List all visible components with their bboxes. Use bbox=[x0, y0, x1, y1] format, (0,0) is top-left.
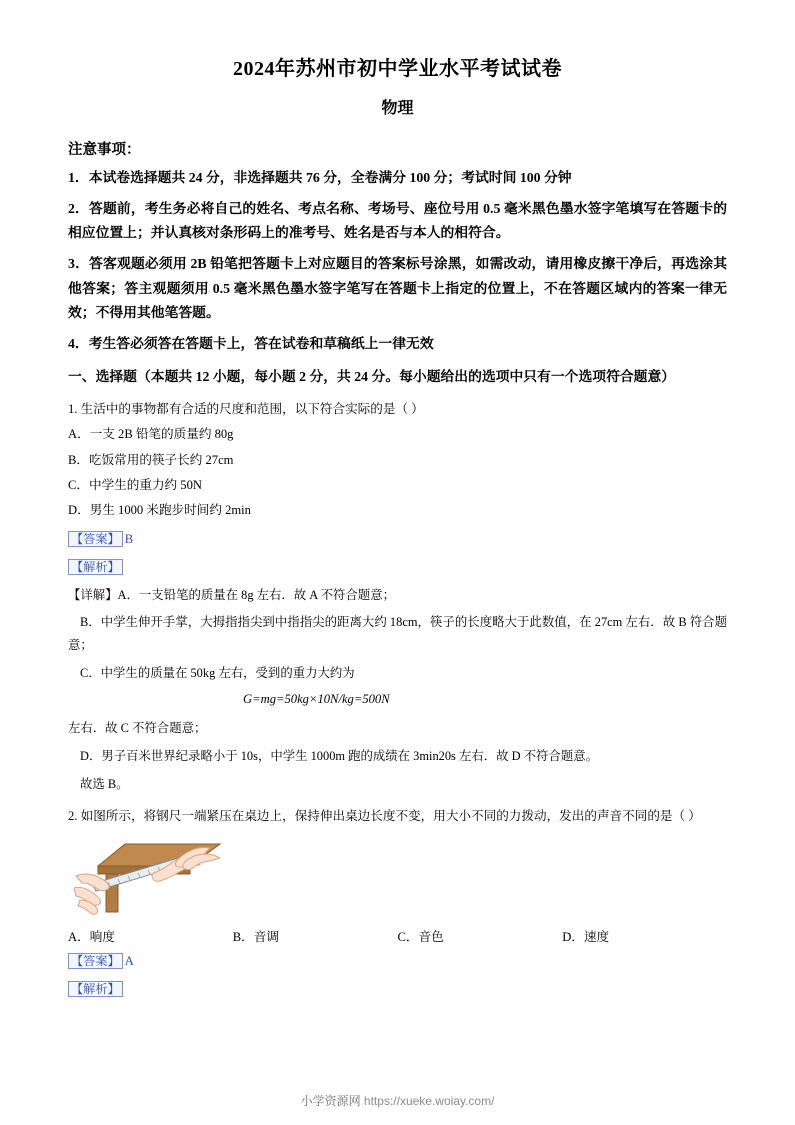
question-1-detail-c2: 左右．故 C 不符合题意； bbox=[68, 721, 207, 736]
formula-text: G=mg=50kg×10N/kg=500N bbox=[243, 692, 390, 707]
question-1-stem: 1. 生活中的事物都有合适的尺度和范围，以下符合实际的是（ ） bbox=[68, 402, 424, 417]
notice-item-3: 3．答客观题必须用 2B 铅笔把答题卡上对应题目的答案标号涂黑，如需改动，请用橡皮擦干净后，再选涂其他答案；答主观题须用 0.5 毫米黑色墨水签字笔写在答题卡上指定的位置上，不在答题区域内的答案一律无效；不得用其他笔答题。 bbox=[68, 256, 727, 320]
notice-item-4: 4．考生答必须答在答题卡上，答在试卷和草稿纸上一律无效 bbox=[68, 335, 434, 351]
question-1-answer-value: B bbox=[124, 531, 134, 546]
question-1-analysis-line bbox=[68, 556, 727, 579]
question-2-options bbox=[68, 926, 727, 945]
analysis-tag: 【解析】 bbox=[68, 981, 123, 997]
notice-item-2: 2．答题前，考生务必将自己的姓名、考点名称、考场号、座位号用 0.5 毫米黑色墨水签字笔填写在答题卡的相应位置上；并认真核对条形码上的准考号、姓名是否与本人的相符合。 bbox=[68, 201, 727, 241]
notice-heading: 注意事项： bbox=[68, 142, 141, 158]
answer-tag: 【答案】 bbox=[68, 953, 123, 969]
question-1 bbox=[68, 398, 727, 796]
question-1-detail-b: B．中学生伸开手掌，大拇指指尖到中指指尖的距离大约 18cm，筷子的长度略大于此数值，在 27cm 左右．故 B 符合题意； bbox=[68, 615, 727, 653]
question-1-option-d: D．男生 1000 米跑步时间约 2min bbox=[68, 503, 251, 518]
question-2-answer-value: A bbox=[124, 954, 134, 969]
page-subtitle: 物理 bbox=[381, 100, 414, 117]
page-title: 2024年苏州市初中学业水平考试试卷 bbox=[233, 58, 562, 80]
question-1-detail-a: 【详解】A．一支铅笔的质量在 8g 左右．故 A 不符合题意； bbox=[68, 587, 395, 602]
notice-item-1: 1．本试卷选择题共 24 分，非选择题共 76 分，全卷满分 100 分；考试时间 100 分钟 bbox=[68, 170, 572, 185]
question-1-detail-c: C．中学生的质量在 50kg 左右，受到的重力大约为 bbox=[80, 666, 355, 681]
question-2-stem: 2. 如图所示，将钢尺一端紧压在桌边上，保持伸出桌边长度不变，用大小不同的力拨动，发出的声音不同的是（ ） bbox=[68, 809, 701, 823]
answer-tag: 【答案】 bbox=[68, 531, 123, 547]
question-1-detail-d: D．男子百米世界纪录略小于 10s，中学生 1000m 跑的成绩在 3min20s 左右．故 D 不符合题意。 bbox=[80, 749, 599, 764]
question-2 bbox=[68, 805, 727, 1001]
section-heading-choice: 一、选择题（本题共 12 小题，每小题 2 分，共 24 分。每小题给出的选项中只有一个选项符合题意） bbox=[68, 368, 676, 384]
footer-url: https://xueke.woiay.com/ bbox=[363, 1094, 495, 1108]
question-1-option-a: A．一支 2B 铅笔的质量约 80g bbox=[68, 427, 234, 442]
question-1-option-b: B．吃饭常用的筷子长约 27cm bbox=[68, 452, 234, 467]
question-2-option-d: D．速度 bbox=[562, 930, 610, 945]
question-2-analysis-line bbox=[68, 978, 727, 1001]
question-1-answer-line bbox=[68, 528, 727, 551]
question-1-option-c: C．中学生的重力约 50N bbox=[68, 478, 202, 493]
footer-watermark bbox=[0, 1092, 795, 1109]
question-2-option-b: B．音调 bbox=[232, 930, 279, 945]
steel-ruler-on-desk-illustration bbox=[70, 836, 280, 916]
question-2-option-c: C．音色 bbox=[397, 930, 444, 945]
question-1-formula bbox=[68, 688, 727, 712]
question-2-figure bbox=[70, 836, 727, 916]
question-2-option-a: A．响度 bbox=[68, 930, 115, 945]
analysis-tag: 【解析】 bbox=[68, 559, 123, 575]
question-2-answer-line bbox=[68, 950, 727, 973]
footer-brand: 小学资源网 bbox=[300, 1094, 361, 1108]
question-1-detail-conclusion: 故选 B。 bbox=[80, 777, 129, 792]
